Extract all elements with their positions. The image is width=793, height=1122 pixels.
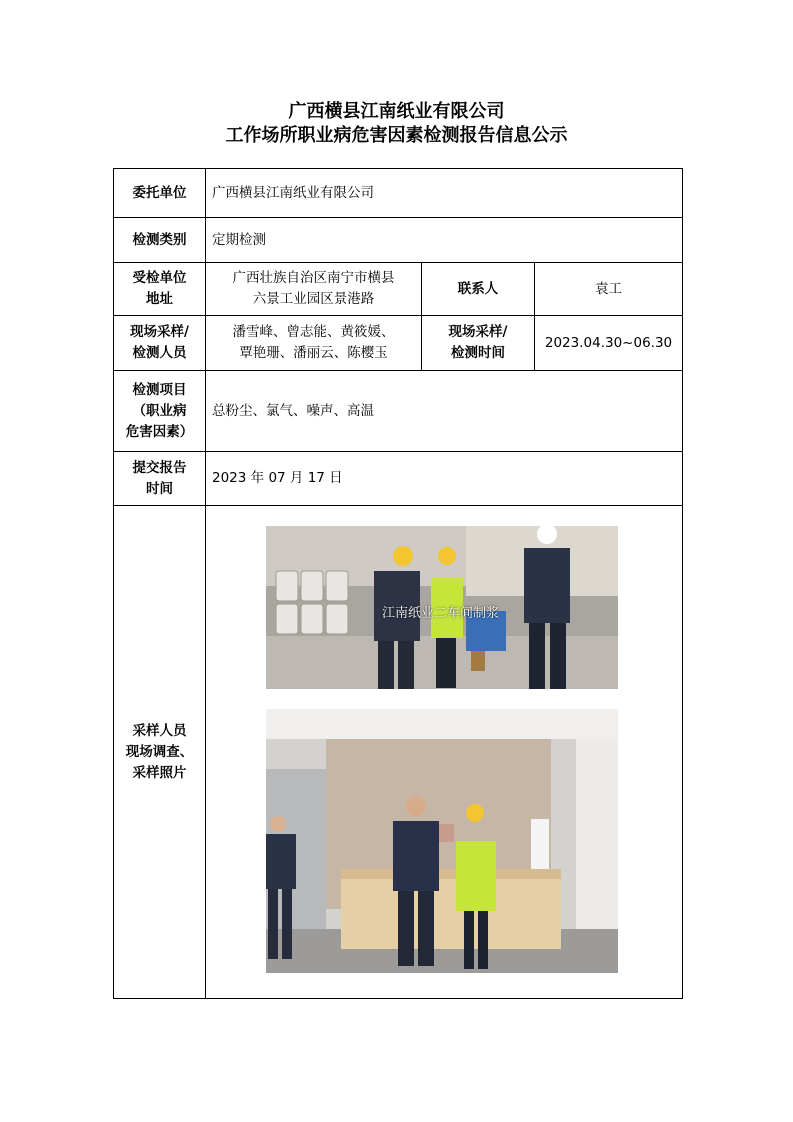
- items-value: 总粉尘、氯气、噪声、高温: [206, 371, 683, 452]
- items-label: [114, 371, 206, 452]
- report-time-label: [114, 452, 206, 506]
- client-label: 委托单位: [114, 169, 206, 218]
- row-client: [114, 169, 683, 218]
- items-label-line3: 危害因素）: [125, 423, 194, 440]
- address-label: [114, 263, 206, 316]
- address-value-line1: 广西壮族自治区南宁市横县: [232, 270, 395, 286]
- row-address: [114, 263, 683, 316]
- time-label: [422, 316, 535, 371]
- contact-value: 袁工: [535, 263, 683, 316]
- items-label-line2: （职业病: [132, 402, 187, 419]
- staff-label-line1: 现场采样/: [130, 324, 189, 340]
- address-value-line2: 六景工业园区景港路: [252, 291, 375, 307]
- sampling-photo-workshop: [266, 526, 618, 689]
- staff-label: [114, 316, 206, 371]
- items-label-line1: 检测项目: [132, 381, 187, 398]
- staff-value-line1: 潘雪峰、曾志能、黄筱媛、: [232, 324, 395, 340]
- contact-label: 联系人: [422, 263, 535, 316]
- photos-label: [114, 506, 206, 999]
- address-label-line1: 受检单位: [132, 270, 187, 286]
- staff-value: [206, 316, 422, 371]
- address-label-line2: 地址: [146, 291, 173, 307]
- time-label-line2: 检测时间: [451, 345, 505, 361]
- staff-label-line2: 检测人员: [132, 345, 187, 361]
- reception-photo-image: [266, 709, 618, 973]
- info-table: [113, 168, 683, 999]
- category-label: 检测类别: [114, 218, 206, 263]
- document-title-company: 广西横县江南纸业有限公司: [288, 101, 505, 122]
- photos-label-line1: 采样人员: [132, 722, 187, 739]
- row-category: [114, 218, 683, 263]
- sampling-photo-reception: [266, 709, 618, 973]
- report-time-value: 2023 年 07 月 17 日: [206, 452, 683, 506]
- client-value: 广西横县江南纸业有限公司: [206, 169, 683, 218]
- report-time-label-line2: 时间: [146, 480, 173, 497]
- category-value: 定期检测: [206, 218, 683, 263]
- row-report-time: [114, 452, 683, 506]
- photos-container: [206, 506, 682, 998]
- row-staff: [114, 316, 683, 371]
- staff-value-line2: 覃艳珊、潘丽云、陈樱玉: [239, 345, 388, 361]
- photos-cell: [206, 506, 683, 999]
- time-value: 2023.04.30~06.30: [535, 316, 683, 371]
- report-time-label-line1: 提交报告: [132, 459, 187, 476]
- document-title-subject: 工作场所职业病危害因素检测报告信息公示: [225, 125, 568, 146]
- address-value: [206, 263, 422, 316]
- photos-label-line3: 采样照片: [132, 764, 187, 781]
- photos-label-line2: 现场调查、: [125, 743, 194, 760]
- time-label-line1: 现场采样/: [448, 324, 508, 340]
- row-items: [114, 371, 683, 452]
- photo-caption-overlay: 江南纸业二车间制浆: [382, 606, 500, 621]
- row-photos: [114, 506, 683, 999]
